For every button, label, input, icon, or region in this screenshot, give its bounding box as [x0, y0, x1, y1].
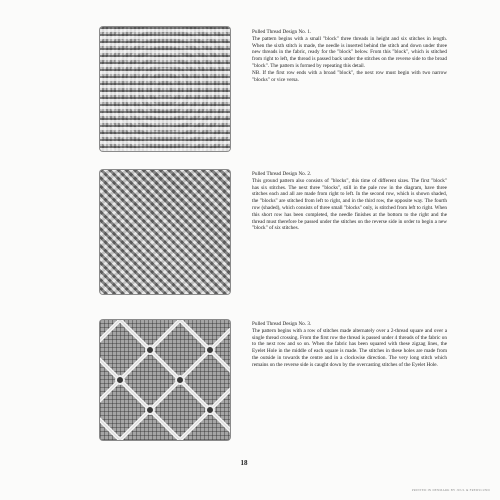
- eyelet-lattice-pattern: [100, 320, 230, 440]
- design-1-note: NB. If the first row ends with a broad "block", the next row must begin with two narrow "blocks" or vice versa.: [252, 69, 447, 83]
- design-2-paragraph: This ground pattern also consists of "blocks", this time of different sizes. The first "block" has six stitches. The next three "blocks", still in the pale row in the diagram, have three stitches each and all are made from right to left. In the second row, which is shown shaded, the "blocks" are stitched from left to right, and in the third row, the opposite way. The fourth row (shaded), which consists of three small "blocks" only, is stitched from left to right. When this short row has been completed, the needle finishes at the bottom to the right and the thread must therefore be passed under the stitches on the reverse side in order to begin a new "block" of six stitches.: [252, 177, 447, 232]
- pulled-thread-design-1-photo: [100, 27, 230, 151]
- design-1-text: [252, 29, 447, 83]
- design-1-heading: Pulled Thread Design No. 1.: [252, 29, 312, 35]
- page-number: 18: [240, 459, 248, 467]
- design-3-paragraph: The pattern begins with a row of stitches made alternately over a 2-thread square and over a single thread crossing. From the first row the thread is passed under 4 threads of the fabric on to the next row and so on. When the fabric has been squared with these zigzag lines, the Eyelet Hole in the middle of each square is made. The stitches in these holes are made from the outside in towards the centre and in a clockwise direction. The very long stitch which remains on the reverse side is caught down by the overcasting stitches of the Eyelet Hole.: [252, 327, 447, 368]
- printer-credit: PRINTED IN DENMARK BY JUUL & FREDSLUND: [411, 488, 490, 492]
- design-3-heading: Pulled Thread Design No. 3.: [252, 321, 312, 327]
- design-2-heading: Pulled Thread Design No. 2.: [252, 171, 312, 177]
- pulled-thread-design-3-photo: [100, 320, 230, 440]
- pulled-thread-design-2-photo: [100, 170, 230, 294]
- design-1-paragraph: The pattern begins with a small "block" three threads in height and six stitches in length. When the sixth stitch is made, the needle is inserted behind the stitch and down under three new threads in the fabric, ready for the "block" below. From this "block", which is stitched from right to left, the thread is passed back under the stitches on the reverse side to the broad "block". The pattern is formed by repeating this detail.: [252, 35, 447, 69]
- design-2-text: [252, 171, 447, 232]
- design-3-text: [252, 321, 447, 369]
